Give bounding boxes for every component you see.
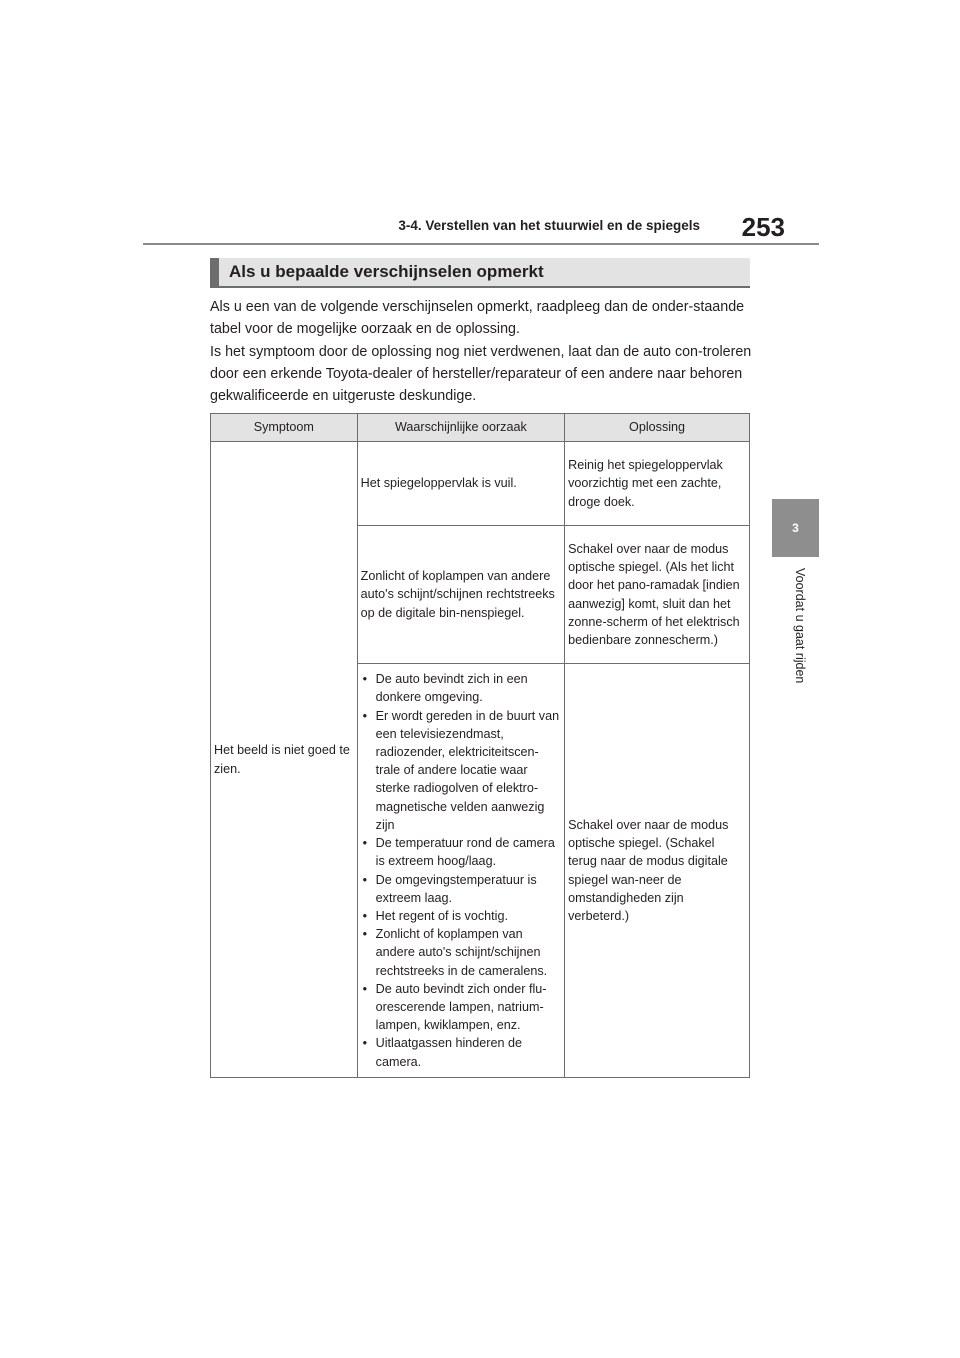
page-number: 253 [741, 212, 785, 242]
solution-cell: Reinig het spiegeloppervlak voorzichtig met een zachte, droge doek. [565, 442, 750, 526]
running-header-section: 3-4. Verstellen van het stuurwiel en de spiegels [398, 218, 700, 233]
list-item: • Zonlicht of koplampen van andere auto's schijnt/schijnen rechtstreeks in de cameralens. [361, 925, 561, 980]
header-solution: Oplossing [565, 414, 750, 442]
header-cause: Waarschijnlijke oorzaak [357, 414, 564, 442]
cause-cell [357, 664, 564, 1078]
header-symptom: Symptoom [211, 414, 358, 442]
cause-list [361, 670, 561, 1070]
list-item: • De auto bevindt zich onder flu-orescerende lampen, natrium-lampen, kwiklampen, enz. [361, 980, 561, 1035]
list-item: • Er wordt gereden in de buurt van een televisiezendmast, radiozender, elektriciteitscen-trale of andere locatie waar sterke radiogolven of elektro-magnetische velden aanwezig zijn [361, 707, 561, 834]
chapter-tab [772, 499, 819, 557]
intro-paragraph: Als u een van de volgende verschijnselen opmerkt, raadpleeg dan de onder-staande tabel voor de mogelijke oorzaak en de oplossing. [210, 299, 745, 337]
symptom-table [210, 413, 750, 1078]
cause-cell: Het spiegeloppervlak is vuil. [357, 442, 564, 526]
list-item: • Het regent of is vochtig. [361, 907, 561, 925]
symptom-cell: Het beeld is niet goed te zien. [211, 442, 358, 1078]
solution-cell: Schakel over naar de modus optische spiegel. (Als het licht door het pano-ramadak [indien aanwezig] komt, sluit dan het zonne-scherm of het elektrisch bedienbare zonnescherm.) [565, 526, 750, 664]
header-rule [143, 243, 819, 245]
chapter-title: Voordat u gaat rijden [793, 568, 807, 684]
table-header-row [211, 414, 750, 442]
table-row [211, 442, 750, 526]
cause-cell: Zonlicht of koplampen van andere auto's schijnt/schijnen rechtstreeks op de digitale bin-nenspiegel. [357, 526, 564, 664]
chapter-number: 3 [792, 521, 799, 535]
list-item: • De omgevingstemperatuur is extreem laag. [361, 871, 561, 907]
section-title: Als u bepaalde verschijnselen opmerkt [210, 258, 750, 288]
list-item: • De auto bevindt zich in een donkere omgeving. [361, 670, 561, 706]
list-item: • De temperatuur rond de camera is extreem hoog/laag. [361, 834, 561, 870]
list-item: • Uitlaatgassen hinderen de camera. [361, 1034, 561, 1070]
solution-cell: Schakel over naar de modus optische spiegel. (Schakel terug naar de modus digitale spiegel wan-neer de omstandigheden zijn verbeterd.) [565, 664, 750, 1078]
advice-paragraph: Is het symptoom door de oplossing nog niet verdwenen, laat dan de auto con-troleren door een erkende Toyota-dealer of hersteller/reparateur of een andere naar behoren gekwalificeerde en uitgeruste deskundige. [210, 344, 752, 404]
